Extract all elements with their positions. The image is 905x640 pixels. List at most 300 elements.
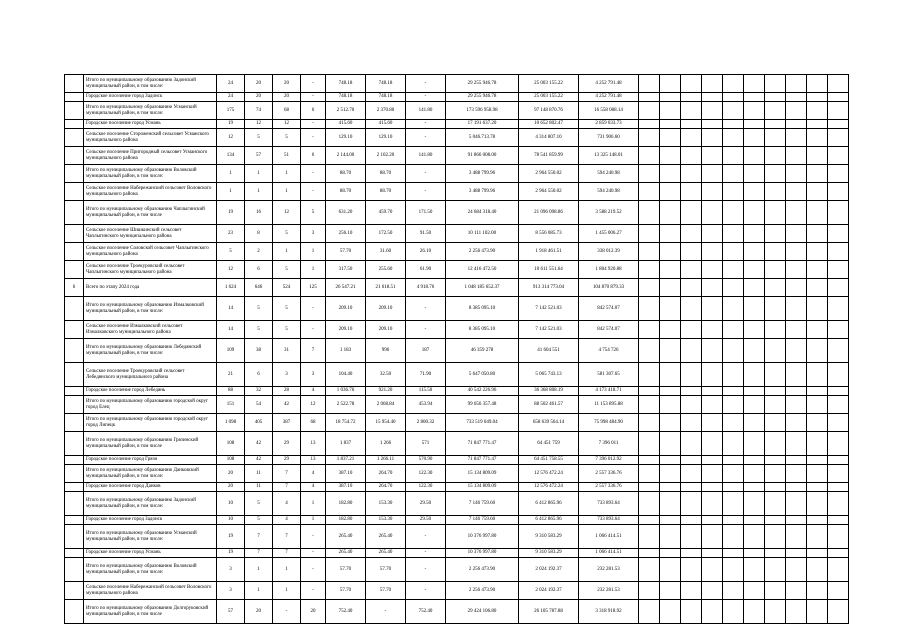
value-cell: - — [273, 600, 301, 624]
empty-cell — [828, 165, 849, 183]
value-cell: 17 191 637.20 — [446, 120, 519, 129]
municipality-name-cell: Сельское поселение Набережанский сельсовет Воловского муниципального района — [84, 183, 217, 201]
empty-cell — [702, 75, 723, 93]
municipality-name-cell: Итого по муниципальному образованию Задонский муниципальный район, в том числе: — [84, 492, 217, 516]
value-cell: 57.70 — [326, 582, 366, 600]
empty-cell — [765, 387, 786, 396]
value-cell: 26.10 — [406, 243, 446, 261]
row-number-cell — [65, 102, 84, 120]
municipality-name-cell: Городское поселение город Усмань — [84, 120, 217, 129]
empty-cell — [807, 600, 828, 624]
row-number-cell — [65, 600, 84, 624]
value-cell: 842 574.07 — [579, 321, 639, 339]
value-cell: 14 — [217, 297, 245, 321]
empty-cell — [681, 492, 702, 516]
row-number-cell — [65, 483, 84, 492]
value-cell: 581 307.65 — [579, 363, 639, 387]
empty-cell — [786, 339, 807, 363]
empty-cell — [786, 387, 807, 396]
empty-cell — [786, 93, 807, 102]
empty-cell — [639, 297, 660, 321]
empty-cell — [681, 321, 702, 339]
empty-cell — [786, 279, 807, 297]
value-cell: 18 754.72 — [326, 414, 366, 432]
empty-cell — [786, 516, 807, 525]
empty-cell — [807, 165, 828, 183]
empty-cell — [639, 129, 660, 147]
value-cell: 4 173 418.71 — [579, 387, 639, 396]
value-cell: 21 — [217, 363, 245, 387]
value-cell: 78 541 859.99 — [519, 147, 579, 165]
empty-cell — [765, 558, 786, 582]
empty-cell — [681, 396, 702, 414]
empty-cell — [660, 582, 681, 600]
value-cell: 265.40 — [366, 525, 406, 549]
empty-cell — [639, 201, 660, 225]
value-cell: 129.10 — [326, 129, 366, 147]
municipality-name-cell: Сельское поселение Шишкинский сельсовет Чаплыгинского муниципального района — [84, 225, 217, 243]
table-row — [65, 321, 849, 339]
municipality-name-cell: Итого по муниципальному образованию Воловский муниципальный район, в том числе: — [84, 558, 217, 582]
empty-cell — [807, 558, 828, 582]
value-cell: 91 866 008.00 — [446, 147, 519, 165]
empty-cell — [786, 297, 807, 321]
value-cell: 12 576 472.24 — [519, 465, 579, 483]
empty-cell — [639, 396, 660, 414]
value-cell: 459.70 — [366, 201, 406, 225]
value-cell: - — [406, 549, 446, 558]
value-cell: 8 385 095.10 — [446, 297, 519, 321]
value-cell: 71 847 771.47 — [446, 456, 519, 465]
empty-cell — [744, 129, 765, 147]
empty-cell — [744, 432, 765, 456]
row-number-cell — [65, 129, 84, 147]
municipality-name-cell: Итого по муниципальному образованию Лебедянский муниципальный район, в том числе: — [84, 339, 217, 363]
value-cell: - — [301, 93, 326, 102]
value-cell: 415.60 — [366, 120, 406, 129]
value-cell: 7 396 012.92 — [579, 456, 639, 465]
empty-cell — [807, 225, 828, 243]
value-cell: 64 451 758.55 — [519, 456, 579, 465]
value-cell: 32.50 — [366, 363, 406, 387]
empty-cell — [786, 558, 807, 582]
empty-cell — [681, 465, 702, 483]
empty-cell — [828, 432, 849, 456]
empty-cell — [828, 456, 849, 465]
empty-cell — [723, 483, 744, 492]
value-cell: 1 — [301, 261, 326, 279]
value-cell: 91.50 — [406, 225, 446, 243]
value-cell: 752.40 — [326, 600, 366, 624]
empty-cell — [660, 165, 681, 183]
value-cell: 1 066 414.51 — [579, 549, 639, 558]
value-cell: 3 — [217, 582, 245, 600]
value-cell: 232 281.53 — [579, 558, 639, 582]
value-cell: 6 — [301, 147, 326, 165]
value-cell: 5 — [301, 201, 326, 225]
empty-cell — [660, 492, 681, 516]
row-number-cell — [65, 225, 84, 243]
value-cell: 2 522.78 — [326, 396, 366, 414]
empty-cell — [807, 120, 828, 129]
empty-cell — [828, 201, 849, 225]
table-row — [65, 129, 849, 147]
empty-cell — [681, 75, 702, 93]
row-number-cell — [65, 147, 84, 165]
empty-cell — [681, 432, 702, 456]
value-cell: 1 — [245, 582, 273, 600]
value-cell: 141.80 — [406, 147, 446, 165]
empty-cell — [765, 396, 786, 414]
empty-cell — [723, 75, 744, 93]
value-cell: 122.30 — [406, 465, 446, 483]
empty-cell — [660, 465, 681, 483]
value-cell: 3 — [301, 363, 326, 387]
value-cell: 108 — [217, 456, 245, 465]
value-cell: 57.70 — [326, 558, 366, 582]
value-cell: 46 359 278 — [446, 339, 519, 363]
empty-cell — [702, 321, 723, 339]
value-cell: 11 — [245, 465, 273, 483]
empty-cell — [660, 321, 681, 339]
empty-cell — [660, 183, 681, 201]
value-cell: 1 — [245, 558, 273, 582]
value-cell: 32 — [245, 387, 273, 396]
empty-cell — [681, 387, 702, 396]
value-cell: 12 — [273, 120, 301, 129]
empty-cell — [807, 549, 828, 558]
table-row — [65, 525, 849, 549]
value-cell: 7 142 521.03 — [519, 297, 579, 321]
empty-cell — [723, 600, 744, 624]
table-row — [65, 432, 849, 456]
row-number-cell — [65, 363, 84, 387]
value-cell: 3 588 219.52 — [579, 201, 639, 225]
empty-cell — [807, 483, 828, 492]
value-cell: 5 046.713.78 — [446, 129, 519, 147]
value-cell: 187 — [406, 339, 446, 363]
value-cell: 733 519 049.04 — [446, 414, 519, 432]
empty-cell — [744, 414, 765, 432]
empty-cell — [765, 582, 786, 600]
value-cell: 182.80 — [326, 516, 366, 525]
value-cell: 6 — [245, 363, 273, 387]
empty-cell — [765, 297, 786, 321]
value-cell: 12 — [217, 129, 245, 147]
value-cell: - — [406, 165, 446, 183]
value-cell: 57.70 — [326, 243, 366, 261]
empty-cell — [765, 363, 786, 387]
value-cell: 125 — [301, 279, 326, 297]
table-row — [65, 363, 849, 387]
empty-cell — [660, 600, 681, 624]
row-number-cell — [65, 549, 84, 558]
empty-cell — [765, 183, 786, 201]
value-cell: 5 — [217, 243, 245, 261]
empty-cell — [660, 120, 681, 129]
value-cell: 2 102.20 — [366, 147, 406, 165]
municipality-name-cell: Итого по муниципальному образованию Измалковский муниципальный район, в том числе: — [84, 297, 217, 321]
empty-cell — [765, 456, 786, 465]
value-cell: 7 396 011 — [579, 432, 639, 456]
empty-cell — [702, 525, 723, 549]
empty-cell — [681, 129, 702, 147]
table-row — [65, 516, 849, 525]
value-cell: 20 — [245, 600, 273, 624]
value-cell: 6 412 865.96 — [519, 516, 579, 525]
empty-cell — [681, 201, 702, 225]
empty-cell — [723, 165, 744, 183]
empty-cell — [828, 582, 849, 600]
empty-cell — [639, 492, 660, 516]
empty-cell — [639, 525, 660, 549]
value-cell: 1 — [301, 492, 326, 516]
value-cell: 2 144.00 — [326, 147, 366, 165]
value-cell: 31 — [273, 339, 301, 363]
empty-cell — [765, 129, 786, 147]
row-number-cell — [65, 558, 84, 582]
empty-cell — [828, 414, 849, 432]
value-cell: 1 — [217, 183, 245, 201]
value-cell: 129.10 — [366, 129, 406, 147]
empty-cell — [702, 582, 723, 600]
value-cell: 171.50 — [406, 201, 446, 225]
value-cell: 8 — [245, 225, 273, 243]
value-cell: 913 314 773.04 — [519, 279, 579, 297]
table-row — [65, 387, 849, 396]
value-cell: 19 — [217, 549, 245, 558]
municipality-name-cell: Городское поселение город Задонск — [84, 516, 217, 525]
value-cell: 2 964 550.02 — [519, 165, 579, 183]
value-cell: 1 — [273, 558, 301, 582]
empty-cell — [828, 129, 849, 147]
value-cell: 29.50 — [406, 492, 446, 516]
value-cell: 2 964 550.02 — [519, 183, 579, 201]
value-cell: 5 — [273, 297, 301, 321]
empty-cell — [639, 165, 660, 183]
value-cell: 8 385 095.10 — [446, 321, 519, 339]
empty-cell — [639, 225, 660, 243]
empty-cell — [786, 225, 807, 243]
value-cell: 1 098 — [217, 414, 245, 432]
municipality-name-cell: Итого по муниципальному образованию Усманский муниципальный район, в том числе: — [84, 102, 217, 120]
value-cell: 209.10 — [326, 321, 366, 339]
empty-cell — [765, 525, 786, 549]
row-number-cell — [65, 582, 84, 600]
empty-cell — [744, 339, 765, 363]
empty-cell — [765, 339, 786, 363]
empty-cell — [702, 147, 723, 165]
municipality-name-cell: Итого по муниципальному образованию Грязинский муниципальный район, в том числе — [84, 432, 217, 456]
empty-cell — [723, 339, 744, 363]
value-cell: 5 — [273, 129, 301, 147]
empty-cell — [744, 297, 765, 321]
empty-cell — [639, 414, 660, 432]
value-cell: 7 — [301, 339, 326, 363]
empty-cell — [660, 243, 681, 261]
empty-cell — [660, 339, 681, 363]
table-row — [65, 93, 849, 102]
value-cell: 921.20 — [366, 387, 406, 396]
empty-cell — [639, 102, 660, 120]
empty-cell — [660, 414, 681, 432]
value-cell: 20 — [301, 600, 326, 624]
empty-cell — [702, 243, 723, 261]
empty-cell — [807, 201, 828, 225]
value-cell: 2 512.70 — [326, 102, 366, 120]
table-row — [65, 120, 849, 129]
value-cell: 594 240.98 — [579, 183, 639, 201]
value-cell: - — [301, 525, 326, 549]
empty-cell — [786, 147, 807, 165]
row-number-cell: 6 — [65, 279, 84, 297]
value-cell: 5 — [245, 492, 273, 516]
value-cell: 15 954.40 — [366, 414, 406, 432]
value-cell: 40 542 226.96 — [446, 387, 519, 396]
empty-cell — [660, 525, 681, 549]
value-cell: 631.20 — [326, 201, 366, 225]
value-cell: 12 — [273, 201, 301, 225]
empty-cell — [702, 201, 723, 225]
value-cell: 1 837.21 — [326, 456, 366, 465]
value-cell: 3 — [273, 363, 301, 387]
empty-cell — [723, 183, 744, 201]
empty-cell — [828, 525, 849, 549]
value-cell: 2 024 192.37 — [519, 582, 579, 600]
empty-cell — [702, 432, 723, 456]
value-cell: - — [301, 120, 326, 129]
table-row — [65, 75, 849, 93]
value-cell: - — [406, 75, 446, 93]
value-cell: 57 — [245, 147, 273, 165]
municipality-name-cell: Сельское поселение Набережанский сельсовет Воловского муниципального района — [84, 582, 217, 600]
empty-cell — [660, 225, 681, 243]
empty-cell — [807, 432, 828, 456]
empty-cell — [639, 261, 660, 279]
value-cell: 20 — [245, 93, 273, 102]
value-cell: 10 376 997.80 — [446, 549, 519, 558]
value-cell: 265.40 — [326, 525, 366, 549]
value-cell: 10 611 551.64 — [519, 261, 579, 279]
empty-cell — [723, 120, 744, 129]
value-cell: 2 068.84 — [366, 396, 406, 414]
empty-cell — [702, 387, 723, 396]
value-cell: 4 918.76 — [406, 279, 446, 297]
empty-cell — [681, 261, 702, 279]
value-cell: - — [406, 558, 446, 582]
table-row — [65, 183, 849, 201]
value-cell: - — [406, 93, 446, 102]
value-cell: 57 — [217, 600, 245, 624]
empty-cell — [744, 387, 765, 396]
value-cell: - — [366, 600, 406, 624]
municipality-name-cell: Итого по муниципальному образованию Воловский муниципальный район, в том числе: — [84, 165, 217, 183]
value-cell: - — [406, 321, 446, 339]
value-cell: 88 502 461.57 — [519, 396, 579, 414]
empty-cell — [660, 363, 681, 387]
empty-cell — [786, 363, 807, 387]
empty-cell — [660, 549, 681, 558]
table-row — [65, 456, 849, 465]
empty-cell — [744, 492, 765, 516]
empty-cell — [681, 147, 702, 165]
empty-cell — [765, 225, 786, 243]
empty-cell — [702, 339, 723, 363]
value-cell: 12 — [217, 261, 245, 279]
value-cell: 25 003 155.22 — [519, 93, 579, 102]
value-cell: - — [301, 321, 326, 339]
empty-cell — [807, 339, 828, 363]
empty-cell — [786, 456, 807, 465]
empty-cell — [723, 93, 744, 102]
empty-cell — [744, 120, 765, 129]
empty-cell — [702, 165, 723, 183]
value-cell: 524 — [273, 279, 301, 297]
empty-cell — [828, 483, 849, 492]
empty-cell — [807, 261, 828, 279]
value-cell: 646 — [245, 279, 273, 297]
empty-cell — [639, 147, 660, 165]
empty-cell — [639, 387, 660, 396]
value-cell: 4 252 791.48 — [579, 93, 639, 102]
value-cell: 172.50 — [366, 225, 406, 243]
value-cell: 594 240.98 — [579, 165, 639, 183]
empty-cell — [828, 492, 849, 516]
value-cell: 9 310 583.29 — [519, 549, 579, 558]
empty-cell — [639, 120, 660, 129]
value-cell: 2 859 033.73 — [579, 120, 639, 129]
empty-cell — [786, 465, 807, 483]
empty-cell — [660, 516, 681, 525]
value-cell: 11 153 895.88 — [579, 396, 639, 414]
empty-cell — [723, 243, 744, 261]
empty-cell — [723, 432, 744, 456]
value-cell: 42 — [245, 432, 273, 456]
empty-cell — [744, 321, 765, 339]
empty-cell — [744, 549, 765, 558]
empty-cell — [660, 129, 681, 147]
value-cell: 14 — [217, 321, 245, 339]
value-cell: 209.10 — [326, 297, 366, 321]
empty-cell — [807, 582, 828, 600]
value-cell: 7 — [273, 483, 301, 492]
value-cell: 748.18 — [326, 93, 366, 102]
empty-cell — [639, 600, 660, 624]
empty-cell — [828, 93, 849, 102]
value-cell: 88.70 — [326, 183, 366, 201]
value-cell: 29 255 946.78 — [446, 75, 519, 93]
empty-cell — [702, 465, 723, 483]
value-cell: 2 256 473.90 — [446, 558, 519, 582]
value-cell: 29 424 106.80 — [446, 600, 519, 624]
empty-cell — [723, 261, 744, 279]
empty-cell — [828, 147, 849, 165]
row-number-cell — [65, 525, 84, 549]
value-cell: 6 412 865.96 — [519, 492, 579, 516]
empty-cell — [744, 279, 765, 297]
empty-cell — [765, 93, 786, 102]
value-cell: 7 — [273, 525, 301, 549]
empty-cell — [639, 465, 660, 483]
value-cell: 2 256 473.90 — [446, 582, 519, 600]
empty-cell — [744, 465, 765, 483]
empty-cell — [723, 549, 744, 558]
value-cell: 4 — [301, 465, 326, 483]
empty-cell — [723, 279, 744, 297]
value-cell: 57.70 — [366, 582, 406, 600]
empty-cell — [807, 243, 828, 261]
value-cell: 7 — [273, 465, 301, 483]
